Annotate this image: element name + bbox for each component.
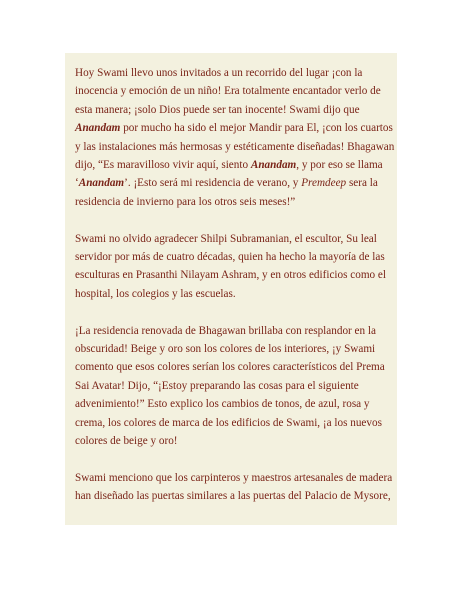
text-run: ’. ¡Esto será mi residencia de verano, y [124, 177, 302, 190]
text-line [75, 138, 395, 156]
text-line [75, 285, 389, 303]
text-line [75, 101, 389, 119]
text-line [75, 193, 389, 211]
text-run: colores de beige y oro! [75, 435, 178, 448]
text-line [75, 414, 389, 432]
text-run: Sai Avatar! Dijo, “¡Estoy preparando las cosas para el siguiente [75, 379, 359, 392]
text-line [75, 395, 389, 413]
text-run: sera la [346, 177, 378, 190]
text-run: Swami no olvido agradecer Shilpi Subramanian, el escultor, Su leal [75, 232, 377, 245]
text-run: advenimiento!” Esto explico los cambios de tonos, de azul, rosa y [75, 398, 370, 411]
text-run: comento que esos colores serían los colores característicos del Prema [75, 361, 385, 374]
text-run: crema, los colores de marca de los edificios de Swami, ¡a los nuevos [75, 416, 382, 429]
text-run: hospital, los colegios y las escuelas. [75, 287, 236, 300]
text-line [75, 432, 389, 450]
text-line [75, 469, 393, 487]
text-line [75, 174, 389, 192]
emphasized-text: Anandam [250, 159, 297, 172]
text-line [75, 266, 389, 284]
text-line [75, 248, 389, 266]
text-block [65, 53, 397, 525]
text-line [75, 358, 389, 376]
text-run: Hoy Swami llevo unos invitados a un recorrido del lugar ¡con la [75, 67, 363, 79]
text-run: dijo, “Es maravilloso vivir aquí, siento [75, 159, 251, 172]
text-line [75, 340, 389, 358]
text-line [75, 322, 389, 340]
paragraph [75, 230, 389, 304]
text-run: esta manera; ¡solo Dios puede ser tan inocente! Swami dijo que [75, 103, 360, 116]
text-run: Swami menciono que los carpinteros y maestros artesanales de madera [75, 471, 393, 484]
emphasized-text: Anandam [78, 177, 125, 190]
paragraph [75, 322, 389, 451]
text-run: por mucho ha sido el mejor Mandir para El, ¡con los cuartos [120, 122, 393, 135]
text-line [75, 119, 393, 137]
text-line [75, 377, 389, 395]
text-run: han diseñado las puertas similares a las puertas del Palacio de Mysore, [75, 490, 391, 503]
text-run: , y por eso se llama [296, 159, 383, 172]
emphasized-text: Premdeep [301, 177, 347, 190]
paragraph [75, 64, 395, 211]
text-run: servidor por más de cuatro décadas, quien ha hecho la mayoría de las [75, 251, 385, 264]
text-run: obscuridad! Beige y oro son los colores de los interiores, ¡y Swami [75, 343, 376, 356]
text-line [75, 230, 389, 248]
text-run: residencia de invierno para los otros seis meses!” [75, 195, 296, 208]
text-line [75, 156, 389, 174]
text-line [75, 64, 389, 82]
text-line [75, 487, 389, 505]
text-run: ¡La residencia renovada de Bhagawan brillaba con resplandor en la [75, 324, 376, 337]
paragraph [75, 469, 393, 506]
text-line [75, 82, 389, 100]
text-run: ‘ [75, 177, 79, 190]
text-run: inocencia y emoción de un niño! Era totalmente encantador verlo de [75, 85, 381, 98]
emphasized-text: Anandam [75, 122, 121, 135]
text-run: y las instalaciones más hermosas y estéticamente diseñadas! Bhagawan [75, 140, 395, 153]
text-run: esculturas en Prasanthi Nilayam Ashram, y en otros edificios como el [75, 269, 386, 282]
